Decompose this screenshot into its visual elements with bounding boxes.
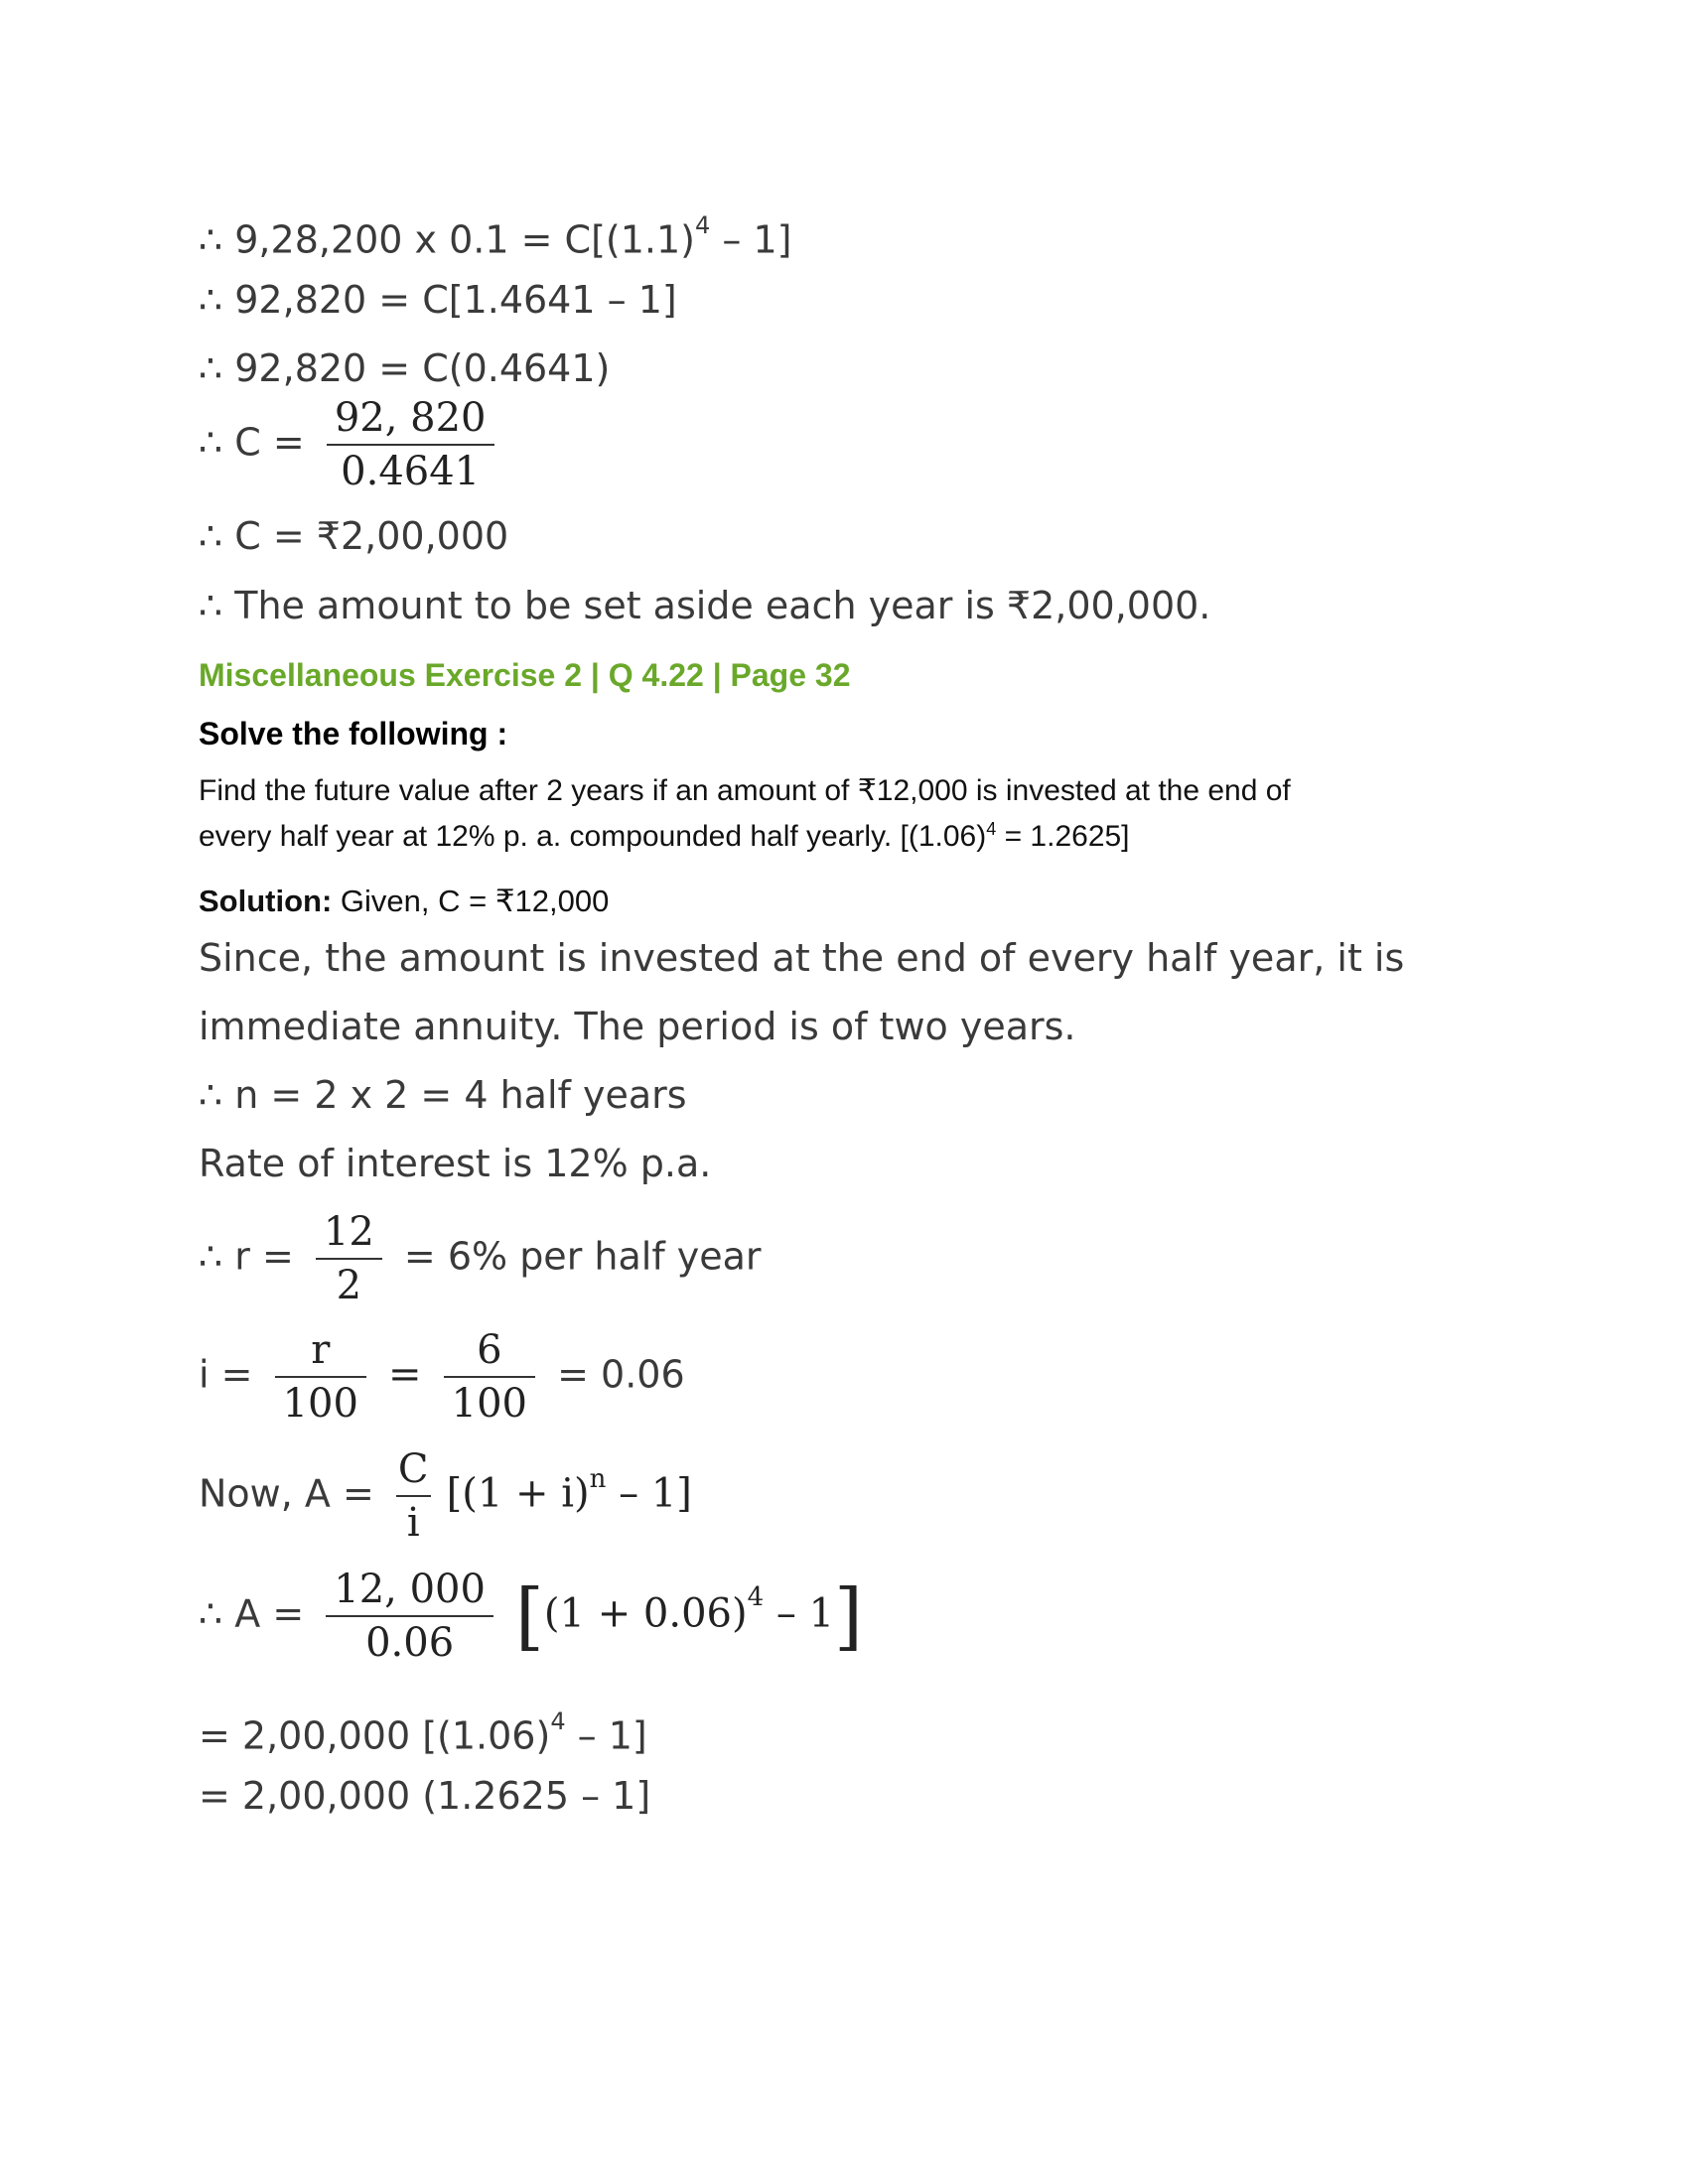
formula-expression: (1 + 0.06) xyxy=(543,1590,748,1637)
equation-text: – 1] xyxy=(710,217,792,262)
equation-text: Now, A = xyxy=(199,1471,374,1516)
subheading: Solve the following : xyxy=(199,716,508,751)
formula-expression: – 1 xyxy=(764,1590,835,1637)
fraction xyxy=(316,1206,382,1311)
conclusion-line: ∴ The amount to be set aside each year is ₹2,00,000. xyxy=(199,584,1211,627)
final-line-2: = 2,00,000 (1.2625 – 1] xyxy=(199,1774,651,1818)
equation-text: ∴ A = xyxy=(199,1591,305,1636)
r-line xyxy=(199,1206,762,1315)
equation-text: – 1] xyxy=(565,1713,647,1758)
equation-text: ∴ 9,28,200 x 0.1 = C[(1.1) xyxy=(199,217,695,262)
denominator: i xyxy=(406,1500,420,1546)
denominator: 100 xyxy=(451,1381,527,1427)
denominator: 100 xyxy=(282,1381,358,1427)
exponent: 4 xyxy=(986,819,997,839)
numerator: C xyxy=(397,1446,429,1492)
equation-text: = 6% per half year xyxy=(403,1234,762,1279)
a-formula-line xyxy=(199,1443,692,1553)
numerator: r xyxy=(311,1327,331,1373)
denominator: 0.4641 xyxy=(341,449,481,494)
equation-text: = 2,00,000 [(1.06) xyxy=(199,1713,551,1758)
question-line-1: Find the future value after 2 years if an amount of ₹12,000 is invested at the end of xyxy=(199,774,1291,807)
question-text-part: = 1.2625] xyxy=(996,820,1130,853)
question-line-2 xyxy=(199,810,1489,856)
fraction xyxy=(396,1443,431,1549)
body-line-1: Since, the amount is invested at the end of every half year, it is xyxy=(199,936,1405,980)
equation-text: ∴ C = xyxy=(199,420,305,465)
equation-text: = 0.06 xyxy=(557,1352,685,1397)
right-bracket: ] xyxy=(834,1573,863,1659)
body-line-3: ∴ n = 2 x 2 = 4 half years xyxy=(199,1073,687,1117)
final-line-1 xyxy=(199,1698,647,1757)
body-line-2: immediate annuity. The period is of two years. xyxy=(199,1005,1076,1048)
exponent: 4 xyxy=(695,211,711,239)
solution-line xyxy=(199,884,609,919)
exponent: 4 xyxy=(747,1581,765,1612)
formula-expression: [(1 + i) xyxy=(446,1470,590,1517)
equation-text: i = xyxy=(199,1352,253,1397)
left-bracket: [ xyxy=(515,1573,544,1659)
fraction xyxy=(444,1324,535,1430)
exercise-heading: Miscellaneous Exercise 2 | Q 4.22 | Page 32 xyxy=(199,657,851,693)
i-line xyxy=(199,1324,685,1433)
denominator: 0.06 xyxy=(365,1620,455,1666)
numerator: 92, 820 xyxy=(334,395,487,441)
c-result-line: ∴ C = ₹2,00,000 xyxy=(199,514,509,558)
fraction xyxy=(326,1564,493,1669)
numerator: 12 xyxy=(323,1209,374,1255)
question-text xyxy=(199,772,1489,856)
equation-line-3: ∴ 92,820 = C(0.4641) xyxy=(199,346,611,390)
equation-line-2: ∴ 92,820 = C[1.4641 – 1] xyxy=(199,278,677,322)
equation-text: ∴ r = xyxy=(199,1234,294,1279)
numerator: 6 xyxy=(477,1327,502,1373)
formula-expression: – 1] xyxy=(606,1470,692,1517)
solution-given: Given, C = ₹12,000 xyxy=(332,884,610,918)
denominator: 2 xyxy=(336,1263,362,1308)
solution-label: Solution: xyxy=(199,884,333,918)
numerator: 12, 000 xyxy=(334,1567,486,1612)
exponent: n xyxy=(589,1463,607,1494)
exponent: 4 xyxy=(550,1707,566,1735)
fraction xyxy=(327,392,494,497)
equals-sign: = xyxy=(388,1351,422,1398)
body-line-4: Rate of interest is 12% p.a. xyxy=(199,1142,712,1185)
fraction xyxy=(275,1324,366,1430)
a-substitution-line xyxy=(199,1564,863,1673)
equation-line-1 xyxy=(199,202,791,261)
c-fraction-line xyxy=(199,392,504,501)
question-text-part: every half year at 12% p. a. compounded half yearly. [(1.06) xyxy=(199,820,987,853)
